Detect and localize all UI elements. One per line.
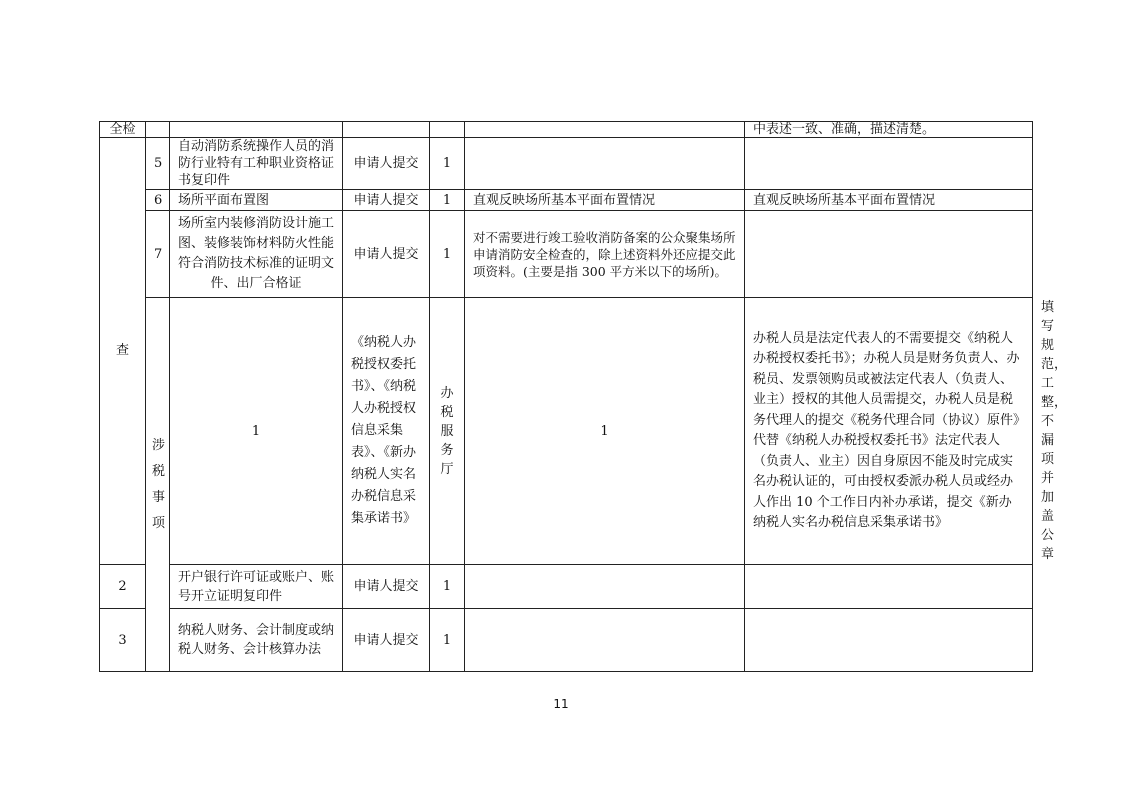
num-cell [146, 122, 170, 138]
num-cell: 2 [100, 565, 146, 609]
category-cell: 查 [100, 138, 146, 565]
table-row [100, 565, 1033, 609]
name-cell: 场所室内装修消防设计施工图、装修装饰材料防火性能符合消防技术标准的证明文件、出厂合格证 [170, 211, 343, 298]
count-cell: 1 [430, 609, 465, 672]
table-row [100, 609, 1033, 672]
source-cell: 办税服务厅 [430, 298, 465, 565]
count-cell: 1 [430, 190, 465, 211]
count-cell: 1 [430, 565, 465, 609]
num-cell: 6 [146, 190, 170, 211]
table-row [100, 190, 1033, 211]
name-cell: 纳税人财务、会计制度或纳税人财务、会计核算办法 [170, 609, 343, 672]
name-cell: 开户银行许可证或账户、账号开立证明复印件 [170, 565, 343, 609]
desc-cell [465, 609, 745, 672]
desc-cell: 办税人员是法定代表人的不需要提交《纳税人办税授权委托书》；办税人员是财务负责人、办税员、发票领购员或被法定代表人（负责人、业主）授权的其他人员需提交，办税人员是税务代理人的提交《税务代理合同（协议）原件》代替《纳税人办税授权委托书》法定代表人（负责人、业主）因自身原因不能及时完成实名办税认证的，可由授权委派办税人员或经办人作出 10 个工作日内补办承诺，提交《新办纳税人实名办税信息采集承诺书》 [745, 298, 1033, 565]
source-cell: 申请人提交 [343, 565, 430, 609]
table-row [100, 211, 1033, 298]
standard-cell: 中表述一致、准确，描述清楚。 [745, 122, 1033, 138]
name-cell: 《纳税人办税授权委托书》、《纳税人办税授权信息采集表》、《新办纳税人实名办税信息采集承诺书》 [343, 298, 430, 565]
source-cell [343, 122, 430, 138]
standard-cell [745, 609, 1033, 672]
desc-cell [465, 138, 745, 190]
standard-cell [745, 138, 1033, 190]
count-cell: 1 [430, 138, 465, 190]
category-cell: 涉税事项 [146, 298, 170, 672]
num-cell: 1 [170, 298, 343, 565]
count-cell: 1 [465, 298, 745, 565]
name-cell: 自动消防系统操作人员的消防行业特有工种职业资格证书复印件 [170, 138, 343, 190]
page-number: 11 [553, 697, 569, 711]
requirements-table [99, 121, 1068, 672]
desc-cell: 直观反映场所基本平面布置情况 [465, 190, 745, 211]
count-cell: 1 [430, 211, 465, 298]
name-cell [170, 122, 343, 138]
source-cell: 申请人提交 [343, 138, 430, 190]
num-cell: 7 [146, 211, 170, 298]
num-cell: 3 [100, 609, 146, 672]
source-cell: 申请人提交 [343, 190, 430, 211]
count-cell [430, 122, 465, 138]
name-cell: 场所平面布置图 [170, 190, 343, 211]
table-row [100, 138, 1033, 190]
standard-cell [745, 565, 1033, 609]
standard-cell [745, 211, 1033, 298]
standard-cell: 直观反映场所基本平面布置情况 [745, 190, 1033, 211]
table-row [100, 122, 1033, 138]
table-row: 涉税事项 1 《纳税人办税授权委托书》、《纳税人办税授权信息采集表》、《新办纳税人实名办税信息采集承诺书》 办税服务厅 1 办税人员是法定代表人的不需要提交《纳税人办税授权委托书》；办税人员是财务负责人、办税员、发票领购员或被法定代表人（负责人、业主）授权的其他人员需提交，办税人员是税务代理人的提交《税务代理合同（协议）原件》代替《纳税人办税授权委托书》法定代表人（负责人、业主）因自身原因不能及时完成实名办税认证的，可由授权委派办税人员或经办人作出 10 个工作日内补办承诺，提交《新办纳税人实名办税信息采集承诺书》 填写规范，工整，不漏项并加盖公章 [100, 298, 1033, 565]
num-cell: 5 [146, 138, 170, 190]
source-cell: 申请人提交 [343, 211, 430, 298]
desc-cell [465, 122, 745, 138]
desc-cell [465, 565, 745, 609]
desc-cell: 对不需要进行竣工验收消防备案的公众聚集场所申请消防安全检查的，除上述资料外还应提交此项资料。(主要是指 300 平方米以下的场所)。 [465, 211, 745, 298]
source-cell: 申请人提交 [343, 609, 430, 672]
category-cell: 全检 [100, 122, 146, 138]
